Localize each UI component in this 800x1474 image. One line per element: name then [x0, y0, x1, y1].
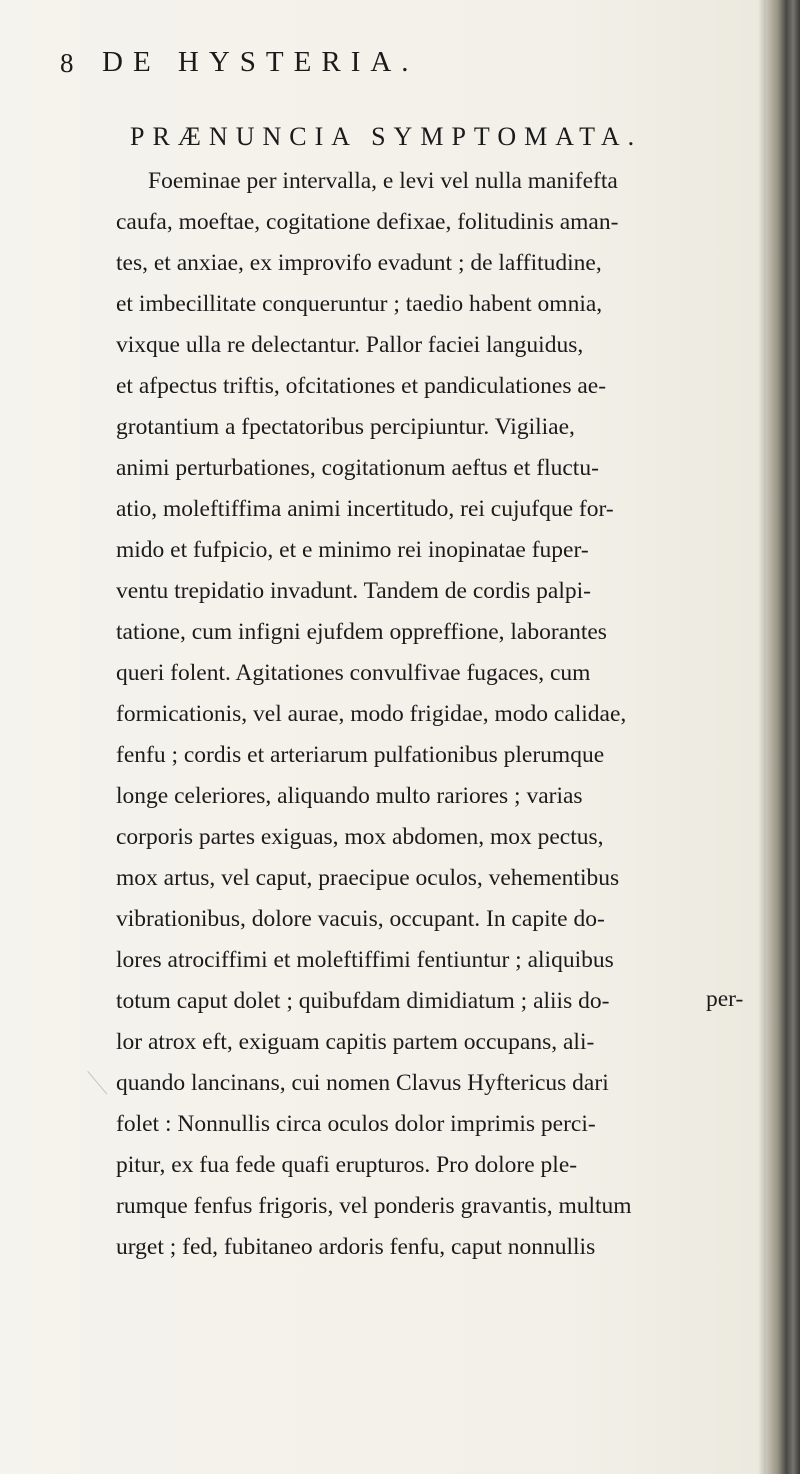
text-line: urget ; fed, fubitaneo ardoris fenfu, caput nonnullis: [116, 1234, 596, 1260]
text-line: vibrationibus, dolore vacuis, occupant. In capite do-: [116, 906, 605, 932]
text-line: longe celeriores, aliquando multo rariores ; varias: [116, 783, 583, 809]
text-line: pitur, ex fua fede quafi erupturos. Pro dolore ple-: [116, 1152, 578, 1178]
text-line: quando lancinans, cui nomen Clavus Hyftericus dari: [116, 1070, 609, 1096]
text-line: corporis partes exiguas, mox abdomen, mox pectus,: [116, 824, 604, 850]
text-line: grotantium a fpectatoribus percipiuntur. Vigiliae,: [116, 414, 575, 440]
text-line: totum caput dolet ; quibufdam dimidiatum ; aliis do-: [116, 988, 610, 1014]
text-line: fenfu ; cordis et arteriarum pulfationibus plerumque: [116, 742, 605, 768]
text-line: Foeminae per intervalla, e levi vel nulla manifefta: [148, 168, 618, 194]
text-line: caufa, moeftae, cogitatione defixae, folitudinis aman-: [116, 209, 619, 235]
text-line: et afpectus triftis, ofcitationes et pandiculationes ae-: [116, 373, 607, 399]
text-line: mido et fufpicio, et e minimo rei inopinatae fuper-: [116, 537, 589, 563]
text-line: et imbecillitate conqueruntur ; taedio habent omnia,: [116, 291, 603, 317]
book-spine: [766, 0, 800, 1474]
text-line: lor atrox eft, exiguam capitis partem occupans, ali-: [116, 1029, 595, 1055]
page-number: 8: [60, 48, 74, 78]
page-header: [60, 46, 740, 86]
text-line: rumque fenfus frigoris, vel ponderis gravantis, multum: [116, 1193, 632, 1219]
text-line: tes, et anxiae, ex improvifo evadunt ; de laffitudine,: [116, 250, 602, 276]
text-line: tatione, cum infigni ejufdem oppreffione, laborantes: [116, 619, 607, 645]
text-line: formicationis, vel aurae, modo frigidae, modo calidae,: [116, 701, 627, 727]
text-line: mox artus, vel caput, praecipue oculos, vehementibus: [116, 865, 620, 891]
text-line: animi perturbationes, cogitationum aeftus et fluctu-: [116, 455, 599, 481]
text-line: folet : Nonnullis circa oculos dolor imprimis perci-: [116, 1111, 596, 1137]
text-line: ventu trepidatio invadunt. Tandem de cordis palpi-: [116, 578, 591, 604]
text-line: queri folent. Agitationes convulfivae fugaces, cum: [116, 660, 591, 686]
text-line: lores atrociffimi et moleftiffimi fentiuntur ; aliquibus: [116, 947, 614, 973]
text-line: atio, moleftiffima animi incertitudo, rei cujufque for-: [116, 496, 614, 522]
running-title: DE HYSTERIA.: [102, 46, 419, 78]
body-text: [116, 161, 766, 1268]
section-title: PRÆNUNCIA SYMPTOMATA.: [130, 122, 643, 151]
text-line: vixque ulla re delectantur. Pallor faciei languidus,: [116, 332, 584, 358]
catchword: per-: [706, 986, 744, 1012]
